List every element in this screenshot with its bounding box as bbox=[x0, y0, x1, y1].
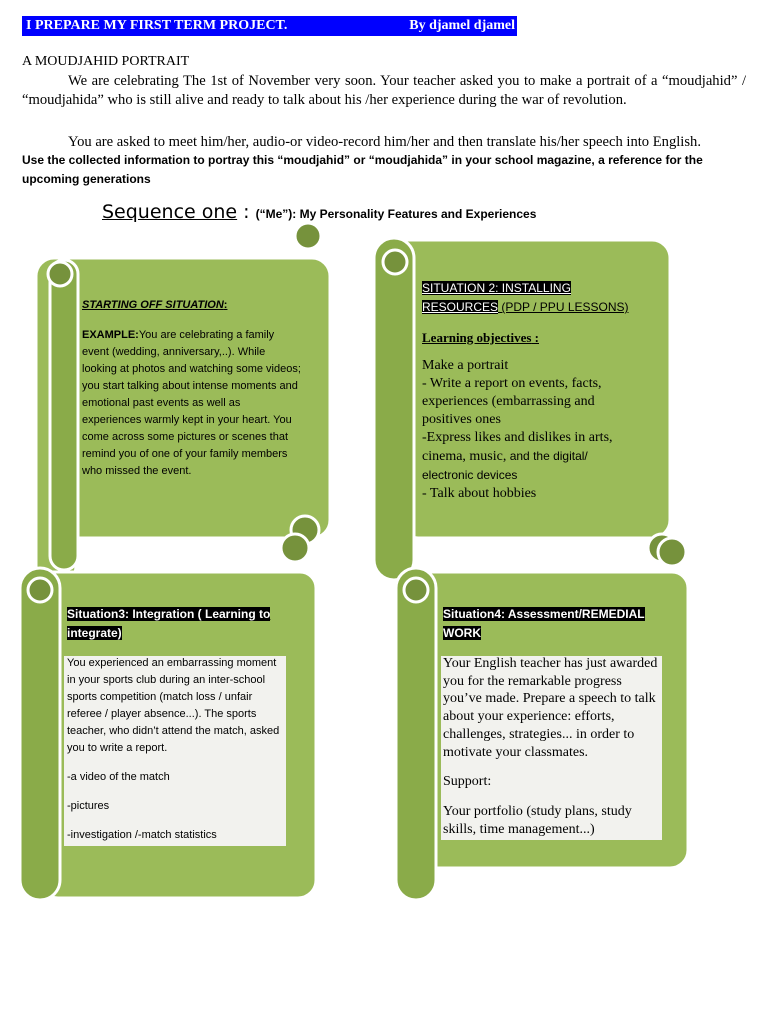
intro-paragraph-3: Use the collected information to portray this “moudjahid” or “moudjahida” in your school magazine, a reference for the upcoming generations bbox=[22, 153, 703, 186]
objective-line-2: - Write a report on events, facts, experiences (embarrassing and positives ones bbox=[422, 376, 602, 427]
situation-3-text: You experienced an embarrassing moment in your sports club during an inter-school sports competition (match loss / unfair referee / player absence...). The sports teacher, who didn’t attend the match, asked you to write a report. bbox=[67, 657, 280, 754]
situation-1-title: STARTING OFF SITUATION: bbox=[82, 299, 228, 311]
sequence-separator: : bbox=[237, 201, 256, 223]
situation-4-body bbox=[443, 655, 659, 850]
sequence-label: Sequence one bbox=[102, 201, 238, 223]
portrait-heading: A MOUDJAHID PORTRAIT bbox=[22, 54, 190, 69]
objective-line-3: -Express likes and dislikes in arts, cinema, music, and the digital/ electronic devices bbox=[422, 430, 613, 482]
situation-3-body bbox=[67, 655, 283, 856]
situation-3-title: Situation3: Integration ( Learning to integrate) bbox=[67, 607, 271, 640]
objective-line-1: Make a portrait bbox=[422, 358, 509, 373]
intro-paragraph-1: We are celebrating The 1st of November very soon. Your teacher asked you to make a portrait of a “moudjahid” / “moudjahida” who is still alive and ready to talk about his /her experience during the war of revolution. bbox=[22, 73, 746, 108]
situation-2-title: SITUATION 2: INSTALLING RESOURCES (PDP / PPU LESSONS) bbox=[422, 281, 629, 314]
support-item-1: -a video of the match bbox=[67, 771, 170, 783]
situation-4-text: Your English teacher has just awarded you for the remarkable progress you’ve made. Prepare a speech to talk about your experience: efforts, challenges, strategies... in order to motivate your classmates. bbox=[443, 656, 658, 760]
objective-line-4: - Talk about hobbies bbox=[422, 486, 537, 501]
learning-objectives-label: Learning objectives : bbox=[422, 330, 539, 345]
support-label: Support: bbox=[443, 774, 492, 790]
author-name: By djamel djamel bbox=[409, 18, 515, 33]
situation-2-body bbox=[422, 357, 637, 503]
situation-1-body: EXAMPLE:You are celebrating a family event (wedding, anniversary,..). While looking at photos and watching some videos; you start talking about intense moments and emotional past events as well as experiences warmly kept in your heart. You come across some pictures or scenes that remind you of one of your family members who missed the event. bbox=[82, 329, 301, 477]
intro-paragraph-2: You are asked to meet him/her, audio-or video-record him/her and then translate his/her speech into English. bbox=[68, 134, 701, 150]
support-item-2: -pictures bbox=[67, 800, 110, 812]
sequence-subtitle: (“Me”): My Personality Features and Experiences bbox=[255, 207, 537, 221]
project-title: I PREPARE MY FIRST TERM PROJECT. bbox=[26, 18, 288, 33]
support-text: Your portfolio (study plans, study skills, time management...) bbox=[443, 803, 632, 837]
support-item-3: -investigation /-match statistics bbox=[67, 829, 217, 841]
example-label: EXAMPLE: bbox=[82, 329, 139, 341]
situation-4-title: Situation4: Assessment/REMEDIAL WORK bbox=[443, 607, 645, 640]
